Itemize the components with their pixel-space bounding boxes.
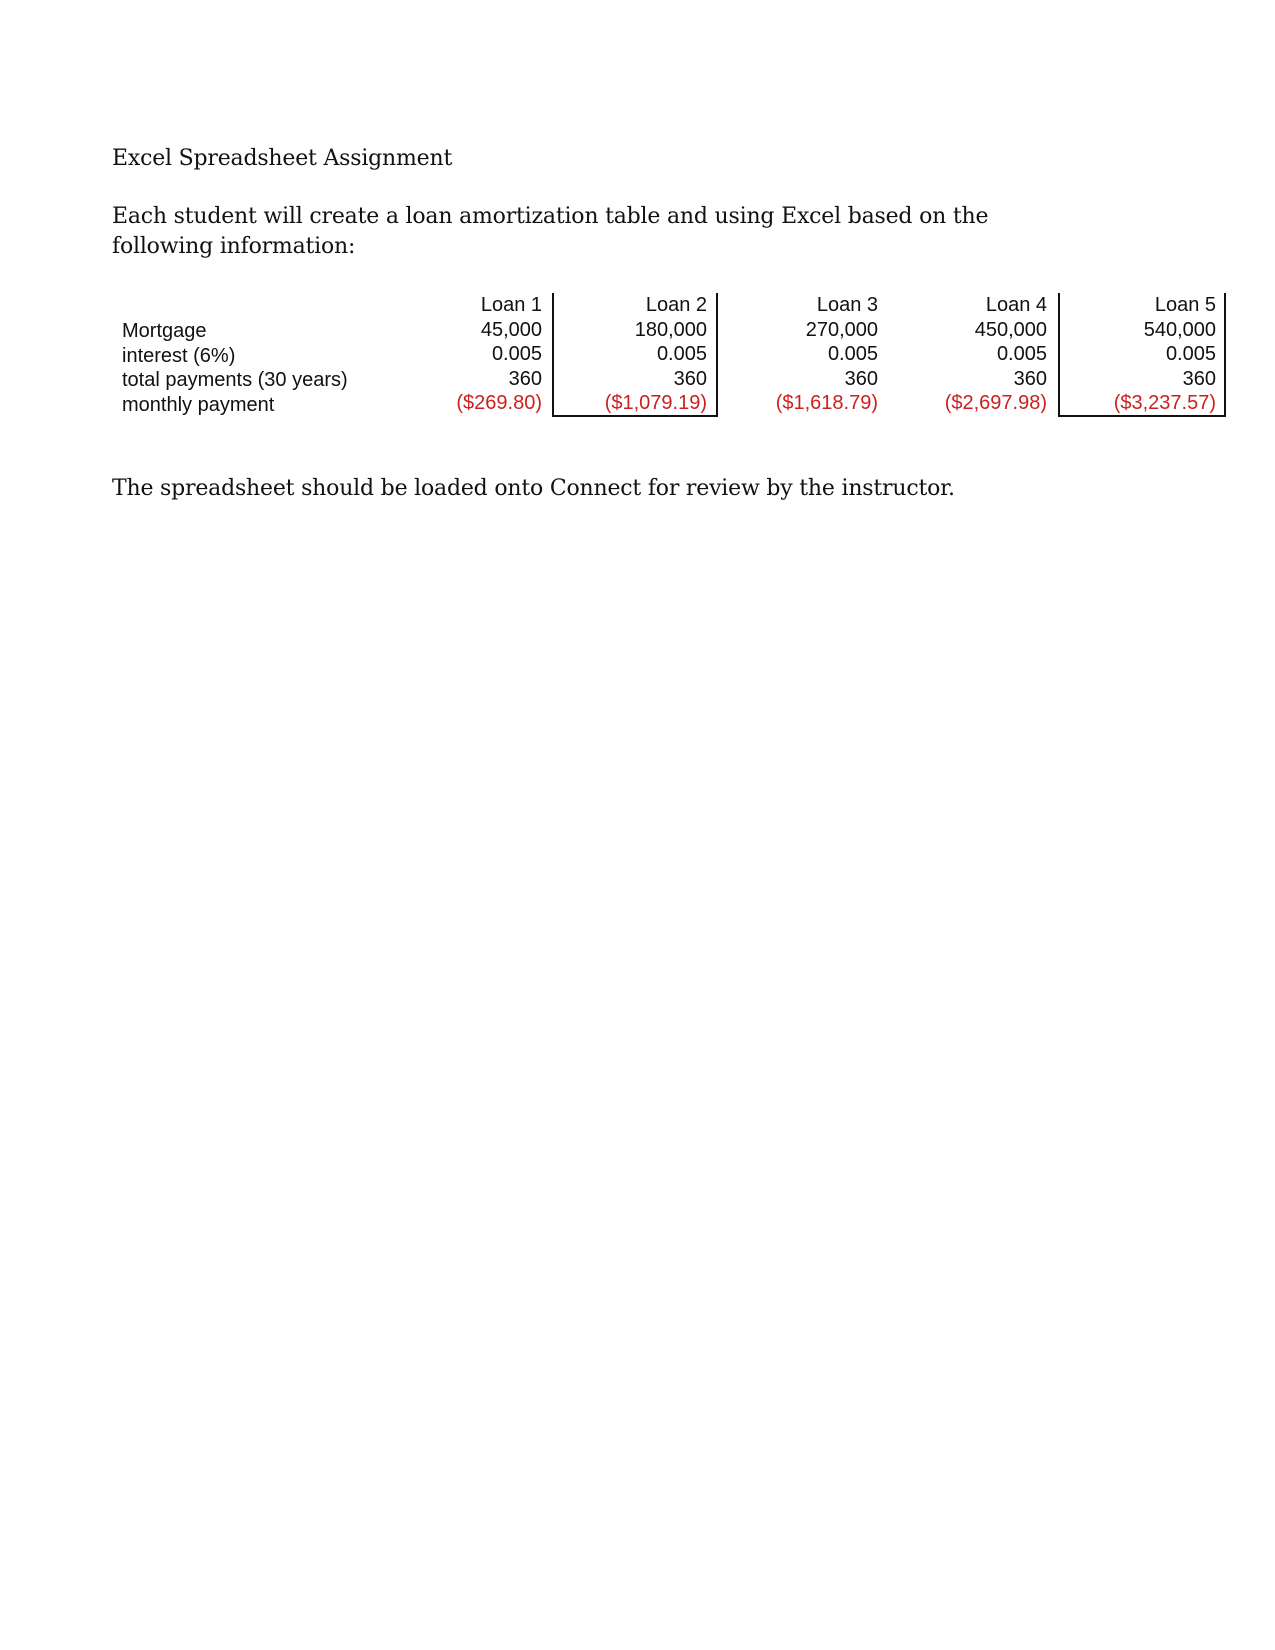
loan-2-column — [564, 293, 707, 416]
intro-paragraph: Each student will create a loan amortization table and using Excel based on the following information: — [112, 204, 989, 259]
loan-2-header: Loan 2 — [645, 294, 707, 316]
loan-5-header: Loan 5 — [1154, 294, 1216, 316]
loan-1-mortgage: 45,000 — [480, 318, 542, 341]
loan-5-monthly-payment: ($3,237.57) — [1113, 392, 1216, 414]
loan-5-interest: 0.005 — [1165, 343, 1216, 365]
loan-2-interest: 0.005 — [656, 343, 707, 365]
loan-1-interest: 0.005 — [491, 343, 542, 365]
loan-4-monthly-payment: ($2,697.98) — [944, 392, 1047, 414]
loan-2-payments: 360 — [673, 367, 707, 390]
row-label-total-payments: total payments (30 years) — [122, 369, 348, 391]
loan-2-monthly-payment: ($1,079.19) — [604, 392, 707, 414]
loan-5-column — [1072, 293, 1216, 416]
loan-1-header: Loan 1 — [480, 294, 542, 316]
loan-5-payments: 360 — [1182, 367, 1216, 390]
loan-3-interest: 0.005 — [827, 343, 878, 365]
loan-4-header: Loan 4 — [985, 294, 1047, 316]
loan-2-mortgage: 180,000 — [634, 318, 707, 341]
row-label-mortgage: Mortgage — [122, 320, 207, 342]
loan-5-mortgage: 540,000 — [1143, 318, 1216, 341]
loan-4-column — [902, 293, 1047, 416]
footer-paragraph: The spreadsheet should be loaded onto Connect for review by the instructor. — [112, 476, 955, 501]
loan-table — [112, 293, 1264, 421]
loan-4-payments: 360 — [1013, 367, 1047, 390]
row-label-monthly-payment: monthly payment — [122, 393, 275, 416]
row-labels — [122, 319, 348, 417]
loan-3-column — [732, 293, 878, 416]
row-label-interest: interest (6%) — [122, 344, 236, 367]
document-title: Excel Spreadsheet Assignment — [112, 146, 453, 171]
loan-4-mortgage: 450,000 — [974, 318, 1047, 341]
loan-3-monthly-payment: ($1,618.79) — [775, 392, 878, 414]
loan-3-payments: 360 — [844, 367, 878, 390]
loan-1-payments: 360 — [508, 367, 542, 390]
loan-3-mortgage: 270,000 — [805, 318, 878, 341]
loan-1-column — [412, 293, 542, 416]
loan-3-header: Loan 3 — [816, 294, 878, 316]
loan-4-interest: 0.005 — [996, 343, 1047, 365]
loan-1-monthly-payment: ($269.80) — [456, 392, 542, 414]
